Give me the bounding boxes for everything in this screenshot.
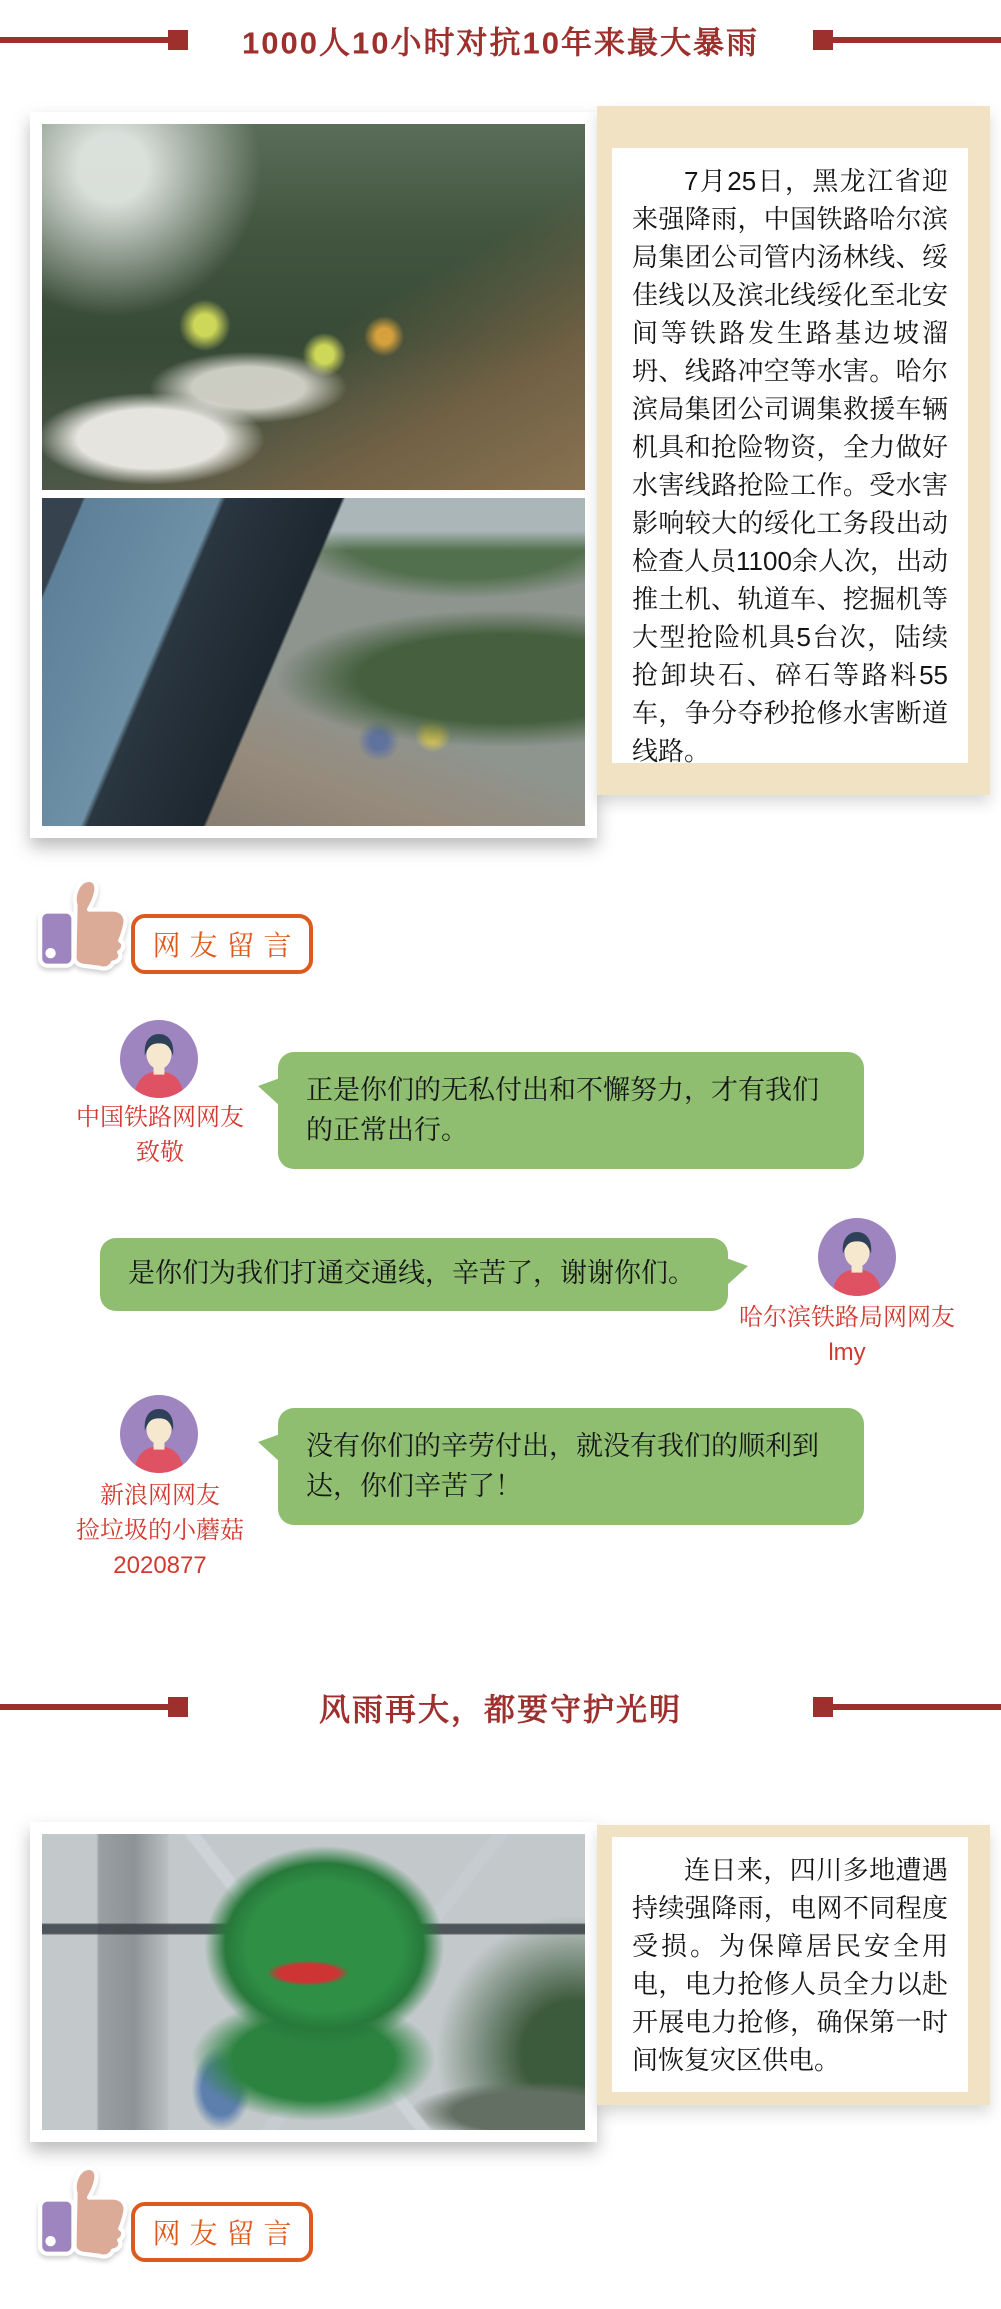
section2-title-row <box>0 1681 1001 1733</box>
title-flourish-right <box>813 30 1001 50</box>
flourish-line <box>833 37 1001 43</box>
comment-bubble <box>278 1408 864 1525</box>
article-textbox-2 <box>612 1837 968 2092</box>
section2-title: 风雨再大，都要守护光明 <box>319 1692 682 1728</box>
commenter-name-line: 新浪网网友 <box>100 1482 220 1509</box>
comment-bubble <box>100 1238 728 1311</box>
flourish-square <box>813 30 833 50</box>
flourish-line <box>833 1704 1001 1710</box>
bubble-tail <box>258 1078 280 1106</box>
news-card-2 <box>30 1822 597 2142</box>
comment-bubble <box>278 1052 864 1169</box>
comment-text: 没有你们的辛劳付出，就没有我们的顺利到达，你们辛苦了！ <box>306 1431 819 1501</box>
thumbs-up-icon <box>36 870 140 974</box>
bubble-tail <box>726 1258 748 1286</box>
commenter-name <box>712 1300 982 1370</box>
photo-power-line-repair-worker <box>42 1834 585 2130</box>
title-flourish-right <box>813 1697 1001 1717</box>
commenter-name-line: 2020877 <box>113 1552 207 1579</box>
photo-railway-slope-repair <box>42 124 585 490</box>
news-card-1 <box>30 112 597 838</box>
person-avatar-icon <box>818 1218 896 1296</box>
thumbs-up-icon <box>36 2158 140 2262</box>
person-avatar-icon <box>120 1395 198 1473</box>
article-textbox-1 <box>612 148 968 766</box>
flourish-square <box>813 1697 833 1717</box>
article-text-1: 7月25日，黑龙江省迎来强降雨，中国铁路哈尔滨局集团公司管内汤林线、绥佳线以及滨北线绥化至北安间等铁路发生路基边坡溜坍、线路冲空等水害。哈尔滨局集团公司调集救援车辆机具和抢险物资，全力做好水害线路抢险工作。受水害影响较大的绥化工务段出动检查人员1100余人次，出动推土机、轨道车、挖掘机等大型抢险机具5台次，陆续抢卸块石、碎石等路料55车，争分夺秒抢修水害断道线路。 <box>632 166 948 766</box>
commenter-name-line: 中国铁路网网友 <box>76 1104 244 1131</box>
comment-text: 正是你们的无私付出和不懈努力，才有我们的正常出行。 <box>306 1075 819 1145</box>
article-panel-2 <box>597 1825 990 2105</box>
commenter-name-line: 哈尔滨铁路局网网友 <box>739 1304 955 1331</box>
comments-label-1: 网友留言 <box>131 914 313 974</box>
section1-title: 1000人10小时对抗10年来最大暴雨 <box>242 25 759 61</box>
person-avatar-icon <box>120 1020 198 1098</box>
article-text-2: 连日来，四川多地遭遇持续强降雨，电网不同程度受损。为保障居民安全用电，电力抢修人员全力以赴开展电力抢修，确保第一时间恢复灾区供电。 <box>632 1855 948 2075</box>
commenter-name-line: lmy <box>828 1339 866 1366</box>
commenter-name <box>35 1100 285 1170</box>
article-panel-1 <box>597 106 990 795</box>
section1-title-row <box>0 14 1001 66</box>
comments-header-1 <box>36 870 336 990</box>
comment-text: 是你们为我们打通交通线，辛苦了，谢谢你们。 <box>128 1258 695 1288</box>
bubble-tail <box>258 1434 280 1462</box>
comments-header-2 <box>36 2158 336 2278</box>
commenter-name <box>35 1478 285 1583</box>
photo-train-trackside-workers <box>42 498 585 826</box>
comments-label-2: 网友留言 <box>131 2202 313 2262</box>
commenter-name-line: 致敬 <box>136 1139 184 1166</box>
commenter-name-line: 捡垃圾的小蘑菇 <box>76 1517 244 1544</box>
